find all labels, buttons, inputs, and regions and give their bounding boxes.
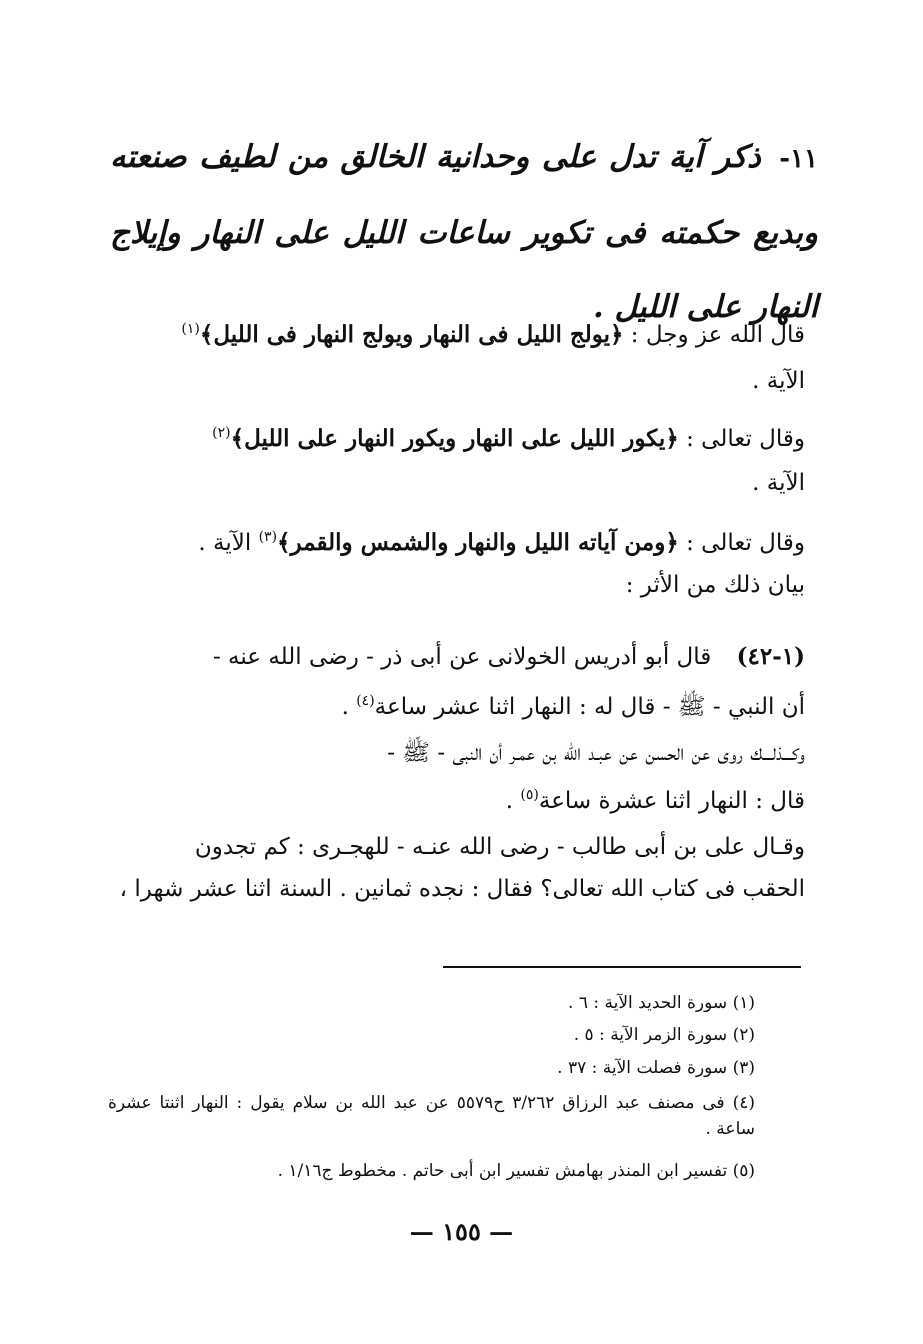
- verse-1-ref: (١): [181, 321, 200, 337]
- hadith-2-text-2: قال : النهار اثنا عشرة ساعة: [538, 788, 805, 814]
- verse-1-tail: الآية .: [752, 368, 805, 394]
- hadith-1-line-2: أن النبي - ﷺ - قال له : النهار اثنا عشر ساعة$^{(٤)}$ .: [341, 693, 805, 720]
- hadith-1-line-1: [105, 640, 805, 674]
- hadith-3-line-1: وقـال على بن أبى طالب - رضى الله عنـه - للهجـرى : كم تجدون: [194, 834, 805, 860]
- verse-1-quote: ﴿يولج الليل فى النهار ويولج النهار فى الليل﴾: [199, 321, 624, 348]
- page-number: — ١٥٥ —: [409, 1217, 514, 1246]
- hadith-number: (١-٤٢): [736, 643, 805, 670]
- section-number: ١١-: [779, 144, 819, 174]
- verse-1-intro: قال الله عز وجل :: [630, 322, 805, 348]
- verse-3-intro: وقال تعالى :: [686, 530, 805, 556]
- footnote-5: (٥) تفسير ابن المنذر بهامش تفسير ابن أبى حاتم . مخطوط ج١/١٦ .: [277, 1161, 755, 1181]
- verse-3-tail: الآية .: [198, 530, 252, 556]
- verse-1-line: [110, 312, 805, 352]
- section-heading: [110, 120, 818, 344]
- footnote-4: (٤) فى مصنف عبد الرزاق ٣/٢٦٢ ح٥٥٧٩ عن عبد الله بن سلام يقول : النهار اثنتا عشرة ساعة .: [108, 1093, 755, 1139]
- verse-3-quote: ﴿ومن آياته الليل والنهار والشمس والقمر﴾: [277, 529, 679, 556]
- section-label: بيان ذلك من الأثر :: [625, 572, 805, 598]
- verse-2-tail: الآية .: [752, 470, 805, 496]
- verse-3-line: [110, 520, 805, 560]
- hadith-3-line-2: الحقب فى كتاب الله تعالى؟ فقال : نجده ثمانين . السنة اثنا عشر شهرا ،: [119, 876, 805, 902]
- hadith-2-line-2: قال : النهار اثنا عشرة ساعة$^{(٥)}$ .: [505, 787, 805, 814]
- verse-3-ref: (٣): [258, 529, 278, 545]
- hadith-1-ref: (٤): [356, 693, 375, 709]
- hadith-1-text-1: قال أبو أدريس الخولانى عن أبى ذر - رضى الله عنه -: [212, 644, 712, 670]
- footnote-1: (١) سورة الحديد الآية : ٦ .: [568, 993, 755, 1013]
- verse-2-line: [110, 416, 805, 456]
- section-heading-text: ذكر آية تدل على وحدانية الخالق من لطيف صنعته وبديع حكمته فى تكوير ساعات الليل على النهار وإيلاج النهار على الليل .: [110, 139, 818, 325]
- footnote-2: (٢) سورة الزمر الآية : ٥ .: [573, 1025, 755, 1045]
- footnote-3: (٣) سورة فصلت الآية : ٣٧ .: [557, 1058, 755, 1078]
- footnote-separator: [443, 966, 801, 968]
- verse-2-quote: ﴿يكور الليل على النهار ويكور النهار على الليل﴾: [230, 425, 679, 452]
- verse-2-intro: وقال تعالى :: [686, 426, 805, 452]
- hadith-1-text-2: أن النبي - ﷺ - قال له : النهار اثنا عشر ساعة: [374, 694, 805, 720]
- verse-2-ref: (٢): [212, 425, 231, 441]
- hadith-2-line-1: وكـــذلـــك روى عن الحسن عن عبـد الله بن عمـر أن النبى - ﷺ -: [387, 740, 805, 766]
- hadith-2-ref: (٥): [520, 787, 539, 803]
